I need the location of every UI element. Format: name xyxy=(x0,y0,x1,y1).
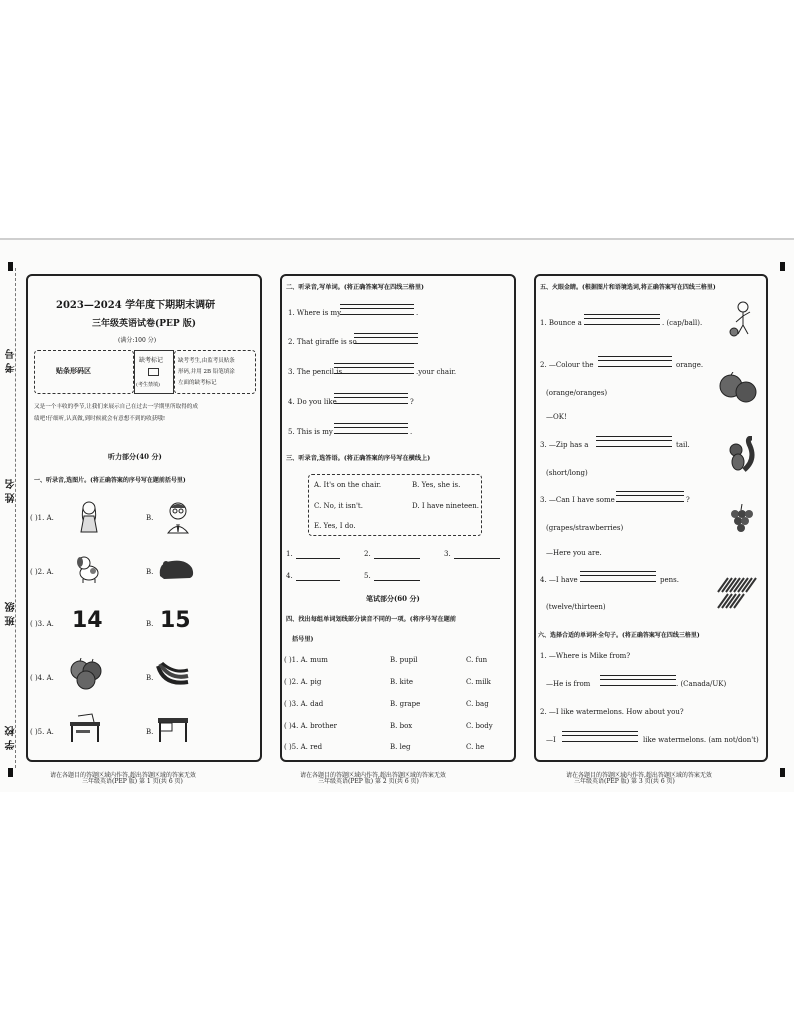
q5-writing-lines-5[interactable] xyxy=(580,571,656,576)
q2-item-4: 4. Do you like xyxy=(288,398,337,406)
q5-item-2: 2. —Colour the xyxy=(540,361,594,369)
oranges-icon xyxy=(718,372,758,406)
q4-item-5[interactable]: ( )5. A. red xyxy=(284,743,323,751)
q1-item-3-b: B. xyxy=(146,620,154,628)
page-3-footer: 请在各题目的答题区域内作答,超出答题区域的答案无效 xyxy=(566,772,712,779)
q1-item-4-b: B. xyxy=(146,674,154,682)
q2-tail-5: . xyxy=(410,428,413,436)
q5-item-3-hint: (short/long) xyxy=(546,469,588,477)
q3-option-b: B. Yes, she is. xyxy=(412,481,461,489)
q5-baseline-4[interactable] xyxy=(616,501,684,502)
q3-option-d: D. I have nineteen. xyxy=(412,502,480,510)
q5-item-4: 3. —Can I have some xyxy=(540,496,615,504)
q1-item-2-b: B. xyxy=(146,568,154,576)
q1-item-1[interactable]: ( )1. A. xyxy=(30,514,54,522)
q5-item-1: 1. Bounce a xyxy=(540,319,582,327)
absent-note: (考生禁填) xyxy=(136,382,160,388)
absent-desc-2: 形码,并用 2B 铅笔填涂 xyxy=(178,369,235,375)
q4-title-line-2: 括号里) xyxy=(292,636,314,643)
q5-item-5: 4. —I have xyxy=(540,576,578,584)
q5-item-2-post: orange. xyxy=(676,361,704,369)
q1-title: 一、听录音,选图片。(将正确答案的序号写在题前括号里) xyxy=(34,477,186,484)
q2-writing-lines-1[interactable] xyxy=(340,304,414,309)
page-1-number: 三年级英语(PEP 版) 第 1 页(共 6 页) xyxy=(82,778,183,785)
q5-item-3: 3. —Zip has a xyxy=(540,441,589,449)
q1-item-5-b: B. xyxy=(146,728,154,736)
registration-mark xyxy=(8,262,13,271)
written-part-title: 笔试部分(60 分) xyxy=(366,594,420,603)
q5-baseline-1[interactable] xyxy=(584,324,660,325)
q3-title: 三、听录音,选答语。(将正确答案的序号写在横线上) xyxy=(286,455,431,462)
q5-baseline-3[interactable] xyxy=(596,446,672,447)
q3-blank-1[interactable] xyxy=(296,558,340,559)
q2-writing-lines-3[interactable] xyxy=(334,363,414,368)
q6-item-2: 2. —I like watermelons. How about you? xyxy=(540,708,684,716)
school-label: 学校 xyxy=(6,722,17,750)
q4-item-1-b: B. pupil xyxy=(390,656,418,664)
q5-title: 五、火眼金睛。(根据图片和语境选词,将正确答案写在四线三格里) xyxy=(540,284,716,291)
q3-blank-4[interactable] xyxy=(296,580,340,581)
barcode-area-label: 贴条形码区 xyxy=(56,366,91,375)
pens-icon xyxy=(716,574,760,612)
number-14: 14 xyxy=(72,608,103,633)
exam-title: 2023—2024 学年度下期期末调研 xyxy=(56,300,216,311)
q2-tail-1: . xyxy=(416,309,419,317)
q6-baseline-2[interactable] xyxy=(562,741,638,742)
page-1-frame xyxy=(26,274,262,762)
q4-item-4-c: C. body xyxy=(466,722,493,730)
q6-item-2-post: like watermelons. (am not/don't) xyxy=(643,736,759,744)
q5-baseline-5[interactable] xyxy=(580,581,656,582)
q5-writing-lines-4[interactable] xyxy=(616,491,684,496)
q3-blank-3-label: 3. xyxy=(444,550,451,558)
q5-writing-lines-3[interactable] xyxy=(596,436,672,441)
q3-blank-4-label: 4. xyxy=(286,572,293,580)
q4-item-1-c: C. fun xyxy=(466,656,488,664)
q1-item-2[interactable]: ( )2. A. xyxy=(30,568,54,576)
grapes-icon xyxy=(728,504,754,538)
page-2-number: 三年级英语(PEP 版) 第 2 页(共 6 页) xyxy=(318,778,419,785)
q4-item-2-c: C. milk xyxy=(466,678,491,686)
q3-option-c: C. No, it isn't. xyxy=(314,502,363,510)
absent-checkbox[interactable] xyxy=(148,368,159,376)
q2-title: 二、听录音,写单词。(将正确答案写在四线三格里) xyxy=(286,284,424,291)
q3-blank-5[interactable] xyxy=(374,580,420,581)
q5-item-2-hint: (orange/oranges) xyxy=(546,389,608,397)
q2-item-1: 1. Where is my xyxy=(288,309,342,317)
q1-item-3[interactable]: ( )3. A. xyxy=(30,620,54,628)
q4-item-3-c: C. bag xyxy=(466,700,489,708)
q2-item-3: 3. The pencil is xyxy=(288,368,343,376)
q4-item-3-b: B. grape xyxy=(390,700,421,708)
q3-blank-2[interactable] xyxy=(374,558,420,559)
q6-writing-lines-1[interactable] xyxy=(600,675,676,680)
q4-item-5-b: B. leg xyxy=(390,743,411,751)
q5-item-5-hint: (twelve/thirteen) xyxy=(546,603,606,611)
q2-item-2: 2. That giraffe is so xyxy=(288,338,357,346)
page-3-number: 三年级英语(PEP 版) 第 3 页(共 6 页) xyxy=(574,778,675,785)
registration-mark xyxy=(780,768,785,777)
q2-item-5: 5. This is my xyxy=(288,428,333,436)
q6-writing-lines-2[interactable] xyxy=(562,731,638,736)
q4-item-4-b: B. box xyxy=(390,722,413,730)
q3-blank-1-label: 1. xyxy=(286,550,293,558)
q5-item-5-post: pens. xyxy=(660,576,679,584)
q4-title-line-1: 四、找出每组单词划线部分读音不同的一项。(将序号写在题前 xyxy=(286,616,456,623)
q5-item-4-post: ? xyxy=(686,496,690,504)
q5-item-1-post: . (cap/ball). xyxy=(662,319,703,327)
bananas-icon xyxy=(156,662,190,688)
absent-desc-1: 缺考考生,由监考员贴条 xyxy=(178,358,235,364)
name-label: 姓名 xyxy=(6,475,17,503)
q6-item-1-line2: —He is from xyxy=(546,680,591,688)
man-icon xyxy=(164,500,192,534)
q4-item-2-b: B. kite xyxy=(390,678,414,686)
listening-part-title: 听力部分(40 分) xyxy=(108,452,162,461)
q3-blank-2-label: 2. xyxy=(364,550,371,558)
q5-writing-lines-2[interactable] xyxy=(598,356,672,361)
q2-baseline-1[interactable] xyxy=(340,314,414,315)
q3-blank-5-label: 5. xyxy=(364,572,371,580)
absent-desc-3: 左面的缺考标记 xyxy=(178,380,217,386)
q6-baseline-1[interactable] xyxy=(600,685,676,686)
q2-baseline-5[interactable] xyxy=(334,433,408,434)
full-score: (满分:100 分) xyxy=(118,337,157,344)
absent-mark-label: 缺考标记 xyxy=(139,357,164,364)
page-1-footer: 请在各题目的答题区域内作答,超出答题区域的答案无效 xyxy=(50,772,196,779)
q5-baseline-2[interactable] xyxy=(598,366,672,367)
q2-baseline-2[interactable] xyxy=(354,343,418,344)
q5-item-2-reply: —OK! xyxy=(546,413,567,421)
q1-item-4[interactable]: ( )4. A. xyxy=(30,674,54,682)
q6-item-2-line2: —I xyxy=(546,736,556,744)
bear-icon xyxy=(156,556,196,582)
q6-item-1-post: . (Canada/UK) xyxy=(676,680,727,688)
q1-item-5[interactable]: ( )5. A. xyxy=(30,728,54,736)
q3-blank-3[interactable] xyxy=(454,558,500,559)
q5-item-3-post: tail. xyxy=(676,441,690,449)
q4-item-1[interactable]: ( )1. A. mum xyxy=(284,656,328,664)
q6-title: 六、选择合适的单词补全句子。(将正确答案写在四线三格里) xyxy=(538,632,700,639)
binding-line xyxy=(15,268,16,768)
q4-item-4[interactable]: ( )4. A. brother xyxy=(284,722,337,730)
intro-line-2: 绩吧!仔细听,认真做,到时候就会有意想不到的收获哦! xyxy=(34,416,166,422)
q5-item-4-reply: —Here you are. xyxy=(546,549,602,557)
squirrel-icon xyxy=(726,436,756,472)
number-15: 15 xyxy=(160,608,191,633)
desk-icon xyxy=(156,714,190,744)
q6-item-1: 1. —Where is Mike from? xyxy=(540,652,631,660)
q2-writing-lines-2[interactable] xyxy=(354,333,418,338)
q1-item-1-b: B. xyxy=(146,514,154,522)
exam-no-label: 考号 xyxy=(6,345,17,373)
q2-writing-lines-5[interactable] xyxy=(334,423,408,428)
page-2-footer: 请在各题目的答题区域内作答,超出答题区域的答案无效 xyxy=(300,772,446,779)
registration-mark xyxy=(8,768,13,777)
q2-baseline-4[interactable] xyxy=(334,403,408,404)
q4-item-2[interactable]: ( )2. A. pig xyxy=(284,678,322,686)
q3-option-e: E. Yes, I do. xyxy=(314,522,356,530)
q2-tail-4: ? xyxy=(410,398,414,406)
intro-line-1: 又是一个丰收的季节,让我们来展示自己在过去一学期里所取得的成 xyxy=(34,404,198,410)
q3-option-a: A. It's on the chair. xyxy=(314,481,382,489)
q2-baseline-3[interactable] xyxy=(334,373,414,374)
q2-tail-3: .your chair. xyxy=(416,368,457,376)
desk-chair-icon xyxy=(68,712,102,744)
q5-writing-lines-1[interactable] xyxy=(584,314,660,319)
class-label: 班级 xyxy=(6,598,17,626)
q5-item-4-hint: (grapes/strawberries) xyxy=(546,524,624,532)
q2-writing-lines-4[interactable] xyxy=(334,393,408,398)
exam-subtitle: 三年级英语试卷(PEP 版) xyxy=(92,319,197,329)
q4-item-5-c: C. he xyxy=(466,743,485,751)
girl-icon xyxy=(76,500,102,534)
boy-ball-icon xyxy=(728,300,756,338)
registration-mark xyxy=(780,262,785,271)
q4-item-3[interactable]: ( )3. A. dad xyxy=(284,700,324,708)
dog-icon xyxy=(74,554,104,584)
apples-icon xyxy=(68,658,104,690)
